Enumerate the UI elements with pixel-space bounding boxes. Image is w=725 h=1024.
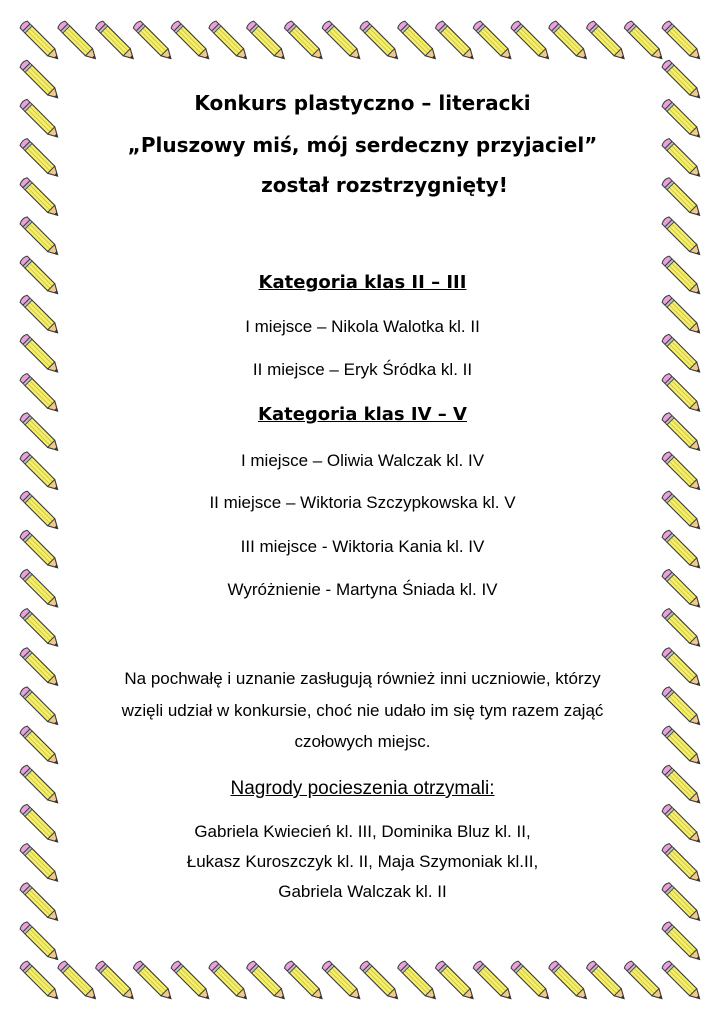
category2-entry-4: Wyróżnienie - Martyna Śniada kl. IV (227, 580, 498, 599)
consolation-line-1: Gabriela Kwiecień kl. III, Dominika Bluz kl. II, (194, 822, 531, 841)
title-line-2: „Pluszowy miś, mój serdeczny przyjaciel” (127, 133, 598, 157)
category1-entry-2: II miejsce – Eryk Śródka kl. II (252, 360, 473, 379)
category-heading-iv-v: Kategoria klas IV – V (258, 404, 467, 425)
category2-entry-1: I miejsce – Oliwia Walczak kl. IV (240, 451, 485, 470)
praise-line-2: wzięli udział w konkursie, choć nie udało im się tym razem zająć (121, 701, 604, 720)
praise-line-3: czołowych miejsc. (294, 732, 431, 751)
consolation-line-2: Łukasz Kuroszczyk kl. II, Maja Szymoniak kl.II, (186, 852, 539, 871)
category2-entry-2: II miejsce – Wiktoria Szczypkowska kl. V (209, 493, 516, 512)
category2-entry-3: III miejsce - Wiktoria Kania kl. IV (240, 537, 485, 556)
consolation-heading: Nagrody pocieszenia otrzymali: (230, 778, 495, 799)
category1-entry-1: I miejsce – Nikola Walotka kl. II (245, 317, 480, 336)
title-line-3: został rozstrzygnięty! (261, 173, 508, 197)
category-heading-ii-iii: Kategoria klas II – III (258, 272, 467, 293)
title-line-1: Konkurs plastyczno – literacki (194, 91, 531, 115)
praise-line-1: Na pochwałę i uznanie zasługują również inni uczniowie, którzy (124, 669, 601, 688)
consolation-line-3: Gabriela Walczak kl. II (278, 882, 447, 901)
